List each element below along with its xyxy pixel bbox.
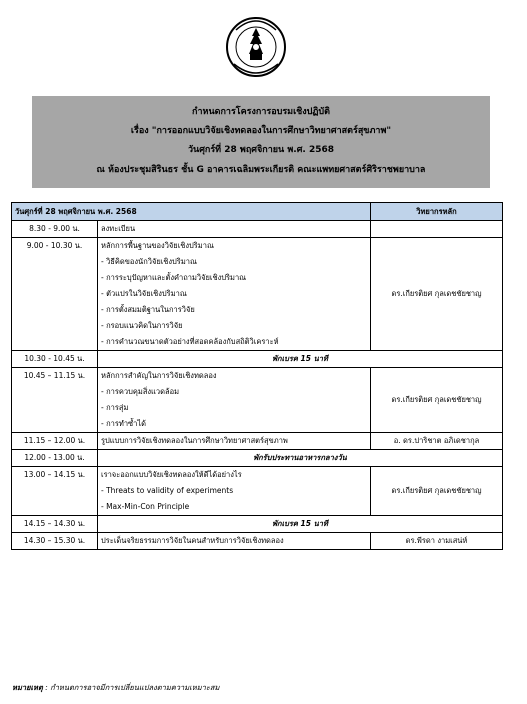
break-cell bbox=[98, 450, 503, 467]
table-row bbox=[12, 533, 503, 550]
table-row bbox=[12, 221, 503, 238]
topic-line: - การระบุปัญหาและตั้งคำถามวิจัยเชิงปริมาณ bbox=[101, 273, 247, 282]
footnote-label: หมายเหตุ bbox=[12, 683, 43, 692]
title-line-4: ณ ห้องประชุมสิรินธร ชั้น G อาคารเฉลิมพระเกียรติ คณะแพทยศาสตร์ศิริราชพยาบาล bbox=[96, 165, 426, 175]
table-row bbox=[12, 238, 503, 351]
speaker-cell: ดร.เกียรติยศ กุลเดชชัยชาญ bbox=[371, 238, 503, 351]
topic-cell bbox=[98, 433, 371, 450]
time-cell: 8.30 - 9.00 น. bbox=[12, 221, 98, 238]
topic-line: - การตั้งสมมติฐานในการวิจัย bbox=[101, 305, 195, 314]
speaker-cell: ดร.พีรดา งามเสน่ห์ bbox=[371, 533, 503, 550]
time-cell: 11.15 – 12.00 น. bbox=[12, 433, 98, 450]
time-cell: 9.00 - 10.30 น. bbox=[12, 238, 98, 351]
schedule-table bbox=[11, 202, 503, 550]
title-block bbox=[32, 96, 490, 188]
footnote-text: : กำหนดการอาจมีการเปลี่ยนแปลงตามความเหมาะสม bbox=[42, 683, 220, 692]
topic-line: - ตัวแปรในวิจัยเชิงปริมาณ bbox=[101, 289, 187, 298]
table-row bbox=[12, 467, 503, 516]
topic-line: - กรอบแนวคิดในการวิจัย bbox=[101, 321, 183, 330]
university-seal-icon bbox=[224, 14, 288, 84]
topic-line: ประเด็นจริยธรรมการวิจัยในคนสำหรับการวิจัยเชิงทดลอง bbox=[101, 536, 284, 545]
topic-line: - Threats to validity of experiments bbox=[101, 486, 234, 495]
date-header: วันศุกร์ที่ 28 พฤศจิกายน พ.ศ. 2568 bbox=[12, 203, 371, 221]
speaker-header: วิทยากรหลัก bbox=[371, 203, 503, 221]
time-cell: 10.30 - 10.45 น. bbox=[12, 351, 98, 368]
speaker-cell bbox=[371, 221, 503, 238]
topic-line: ลงทะเบียน bbox=[101, 224, 136, 233]
topic-line: - การควบคุมสิ่งแวดล้อม bbox=[101, 387, 180, 396]
topic-line: หลักการสำคัญในการวิจัยเชิงทดลอง bbox=[101, 371, 217, 380]
table-header-row bbox=[12, 203, 503, 221]
title-line-3: วันศุกร์ที่ 28 พฤศจิกายน พ.ศ. 2568 bbox=[187, 145, 335, 155]
topic-line: - วิธีคิดของนักวิจัยเชิงปริมาณ bbox=[101, 257, 197, 266]
topic-line: หลักการพื้นฐานของวิจัยเชิงปริมาณ bbox=[101, 241, 214, 250]
break-label: พักเบรค 15 นาที bbox=[272, 519, 328, 528]
topic-line: เราจะออกแบบวิจัยเชิงทดลองให้ดีได้อย่างไร bbox=[101, 470, 242, 479]
time-cell: 13.00 – 14.15 น. bbox=[12, 467, 98, 516]
topic-line: - Max-Min-Con Principle bbox=[101, 502, 190, 511]
time-cell: 10.45 – 11.15 น. bbox=[12, 368, 98, 433]
break-cell bbox=[98, 516, 503, 533]
topic-cell bbox=[98, 238, 371, 351]
time-cell: 14.15 – 14.30 น. bbox=[12, 516, 98, 533]
topic-cell bbox=[98, 221, 371, 238]
footnote bbox=[12, 682, 219, 694]
table-row bbox=[12, 516, 503, 533]
topic-cell bbox=[98, 533, 371, 550]
time-cell: 12.00 - 13.00 น. bbox=[12, 450, 98, 467]
speaker-cell: ดร.เกียรติยศ กุลเดชชัยชาญ bbox=[371, 467, 503, 516]
topic-line: - การทำซ้ำได้ bbox=[101, 419, 146, 428]
table-row bbox=[12, 433, 503, 450]
break-label: พักรับประทานอาหารกลางวัน bbox=[253, 453, 347, 462]
table-row bbox=[12, 368, 503, 433]
speaker-cell: ดร.เกียรติยศ กุลเดชชัยชาญ bbox=[371, 368, 503, 433]
topic-line: รูปแบบการวิจัยเชิงทดลองในการศึกษาวิทยาศาสตร์สุขภาพ bbox=[101, 436, 288, 445]
topic-cell bbox=[98, 467, 371, 516]
topic-line: - การคำนวณขนาดตัวอย่างที่สอดคล้องกับสถิติวิเคราะห์ bbox=[101, 337, 279, 346]
title-line-2: เรื่อง "การออกแบบวิจัยเชิงทดลองในการศึกษาวิทยาศาสตร์สุขภาพ" bbox=[130, 126, 392, 136]
break-label: พักเบรค 15 นาที bbox=[272, 354, 328, 363]
topic-cell bbox=[98, 368, 371, 433]
table-row bbox=[12, 351, 503, 368]
speaker-cell: อ. ดร.ปาริชาต อภิเดชากุล bbox=[371, 433, 503, 450]
title-line-1: กำหนดการโครงการอบรมเชิงปฏิบัติ bbox=[192, 107, 330, 117]
time-cell: 14.30 – 15.30 น. bbox=[12, 533, 98, 550]
break-cell bbox=[98, 351, 503, 368]
topic-line: - การสุ่ม bbox=[101, 403, 129, 412]
table-row bbox=[12, 450, 503, 467]
